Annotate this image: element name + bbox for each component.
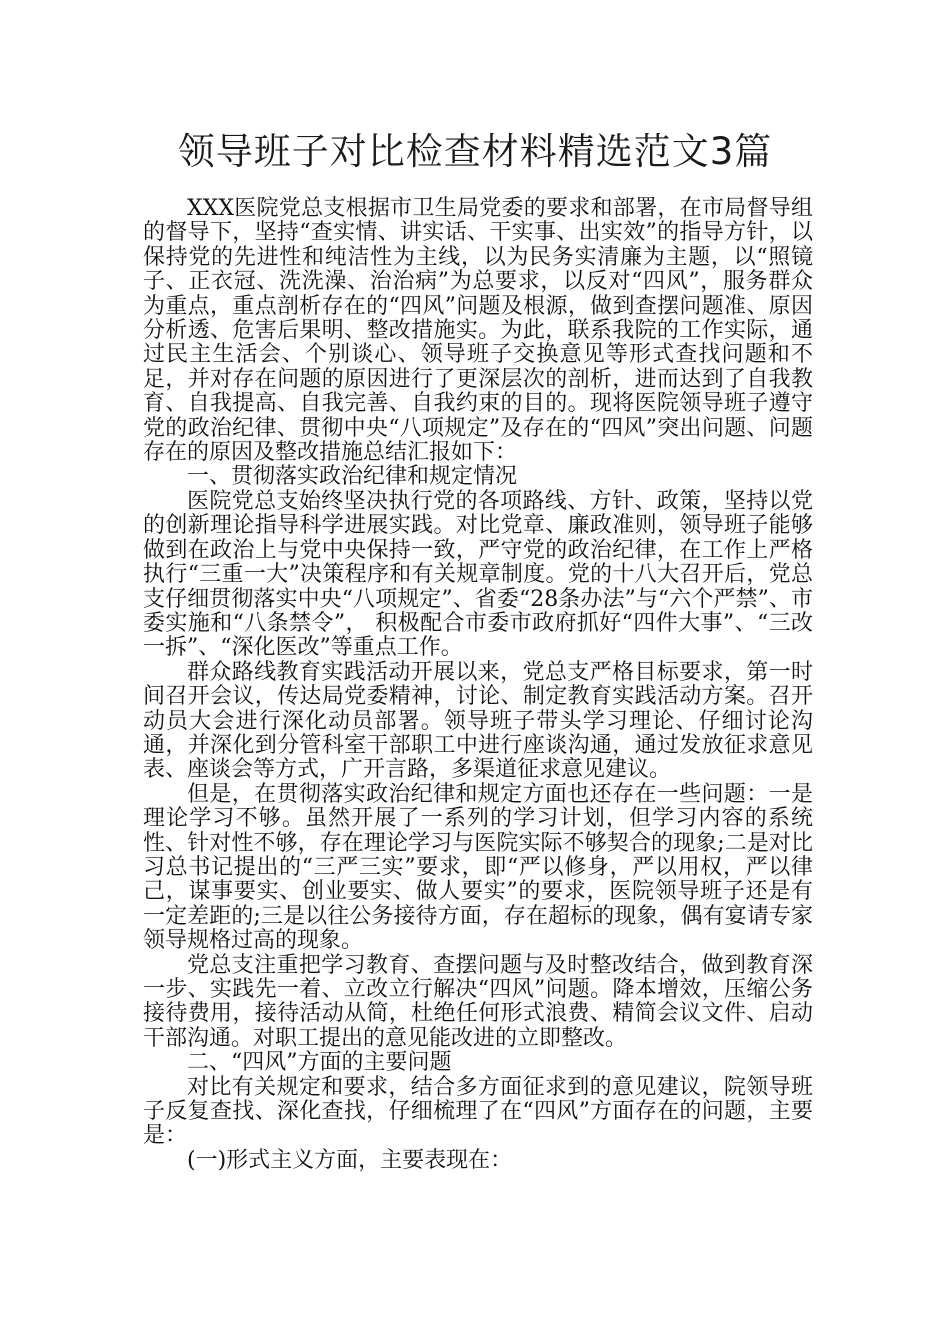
section-heading-1: 一、贯彻落实政治纪律和规定情况 [187, 464, 518, 490]
subsection-heading: (一)形式主义方面，主要表现在： [187, 1147, 513, 1173]
paragraph: 群众路线教育实践活动开展以来，党总支严格目标要求，第一时间召开会议，传达局党委精神，讨论、制定教育实践活动方案。召开动员大会进行深化动员部署。领导班子带头学习理论、仔细讨论沟通，并深化到分管科室干部职工中进行座谈沟通，通过发放征求意见表、座谈会等方式，广开言路，多渠道征求意见建议。 [143, 659, 813, 783]
paragraph: 医院党总支始终坚决执行党的各项路线、方针、政策，坚持以党的创新理论指导科学进展实践。对比党章、廉政准则，领导班子能够做到在政治上与党中央保持一致，严守党的政治纪律，在工作上严格执行“三重一大”决策程序和有关规章制度。党的十八大召开后，党总支仔细贯彻落实中央“八项规定”、省委“28条办法”与“六个严禁”、市委实施和“八条禁令”， 积极配合市委市政府抓好“四件大事”、“三改一拆”、“深化医改”等重点工作。 [143, 488, 813, 661]
document-body [143, 197, 813, 1173]
section-heading-2: 二、“四风”方面的主要问题 [187, 1050, 452, 1076]
paragraph-intro: XXX医院党总支根据市卫生局党委的要求和部署，在市局督导组的督导下，坚持“查实情、讲实话、干实事、出实效”的指导方针，以保持党的先进性和纯洁性为主线，以为民务实清廉为主题，以“照镜子、正衣冠、洗洗澡、治治病”为总要求，以反对“四风”，服务群众为重点，重点剖析存在的“四风”问题及根源，做到查摆问题准、原因分析透、危害后果明、整改措施实。为此，联系我院的工作实际，通过民主生活会、个别谈心、领导班子交换意见等形式查找问题和不足，并对存在问题的原因进行了更深层次的剖析，进而达到了自我教育、自我提高、自我完善、自我约束的目的。现将医院领导班子遵守党的政治纪律、贯彻中央“八项规定”及存在的“四风”突出问题、问题存在的原因及整改措施总结汇报如下： [143, 196, 813, 466]
paragraph: 党总支注重把学习教育、查摆问题与及时整改结合，做到教育深一步、实践先一着、立改立行解决“四风”问题。降本增效，压缩公务接待费用，接待活动从简，杜绝任何形式浪费、精简会议文件、启动干部沟通。对职工提出的意见能改进的立即整改。 [143, 952, 813, 1051]
document-title: 领导班子对比检查材料精选范文3篇 [177, 130, 773, 173]
paragraph: 但是，在贯彻落实政治纪律和规定方面也还存在一些问题：一是理论学习不够。虽然开展了一系列的学习计划，但学习内容的系统性、针对性不够，存在理论学习与医院实际不够契合的现象;二是对比习总书记提出的“三严三实”要求，即“严以修身，严以用权，严以律己，谋事要实、创业要实、做人要实”的要求，医院领导班子还是有一定差距的;三是以往公务接待方面，存在超标的现象，偶有宴请专家领导规格过高的现象。 [143, 781, 813, 954]
paragraph: 对比有关规定和要求，结合多方面征求到的意见建议，院领导班子反复查找、深化查找，仔细梳理了在“四风”方面存在的问题，主要是： [143, 1074, 813, 1149]
